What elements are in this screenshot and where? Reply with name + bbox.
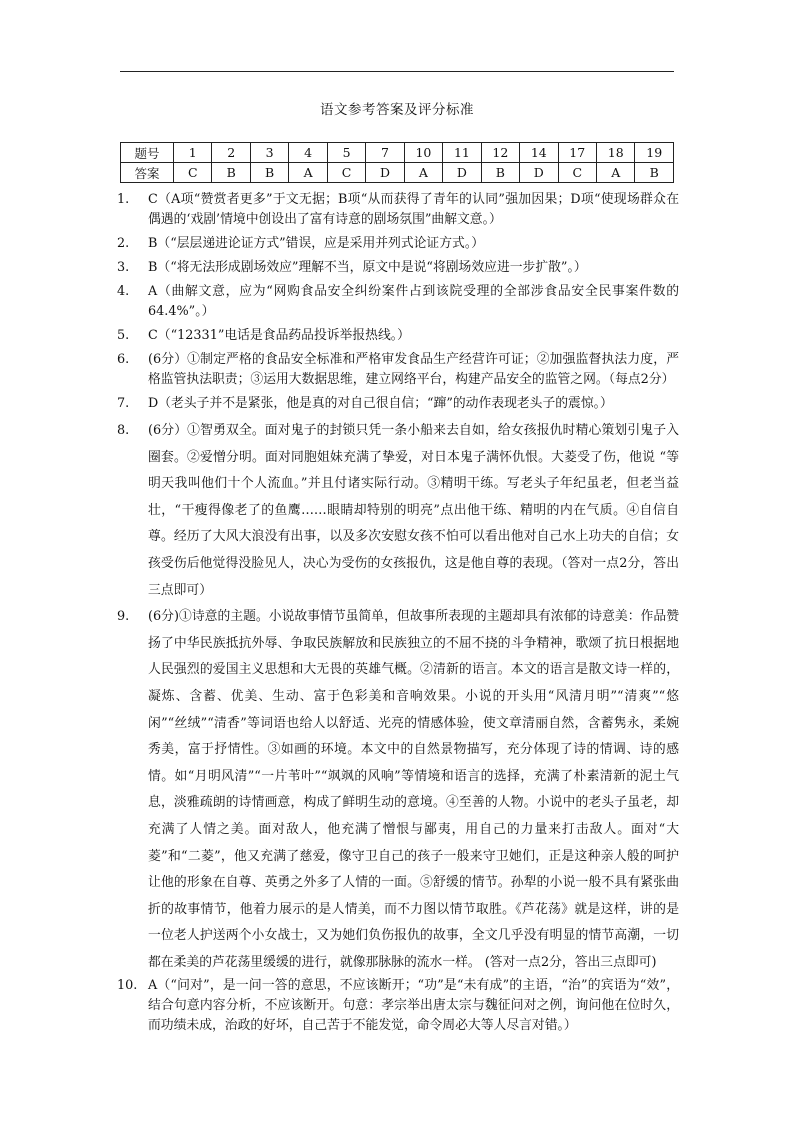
explanation-item: [117, 282, 679, 322]
explanation-item: [117, 976, 679, 1036]
question-number: 11: [443, 143, 481, 163]
header-rule: [120, 71, 674, 72]
answer-cell: C: [174, 163, 212, 183]
item-text: D（老头子并不是紧张，他是真的对自己很自信；“蹿”的动作表现老头子的震惊。）: [148, 396, 613, 411]
explanation-item: [117, 258, 679, 278]
item-text: A（曲解文意，应为“网购食品安全纠纷案件占到该院受理的全部涉食品安全民事案件数的64.4%”。）: [148, 284, 679, 319]
question-number: 3: [250, 143, 288, 163]
question-number: 7: [366, 143, 404, 163]
answer-cell: D: [443, 163, 481, 183]
question-number: 10: [404, 143, 442, 163]
answer-table: [120, 142, 674, 183]
answer-cell: B: [635, 163, 674, 183]
answer-cell: B: [481, 163, 519, 183]
item-number: 4.: [117, 284, 130, 299]
answer-cell: B: [250, 163, 288, 183]
item-number: 5.: [117, 328, 130, 343]
item-text: C（A项“赞赏者更多”于文无据；B项“从而获得了青年的认同”强加因果；D项“使现场群众在偶遇的‘戏剧’情境中创设出了富有诗意的剧场氛围”曲解文意。）: [148, 192, 679, 227]
question-number: 4: [289, 143, 327, 163]
question-number: 1: [174, 143, 212, 163]
answer-explanations: [117, 190, 679, 1036]
question-number: 14: [520, 143, 558, 163]
answer-cell: A: [289, 163, 327, 183]
explanation-item: [117, 394, 679, 414]
row-label-answer: 答案: [121, 163, 174, 183]
question-number-row: [121, 143, 674, 163]
item-text: B（“将无法形成剧场效应”理解不当，原文中是说“将剧场效应进一步扩散”。）: [148, 260, 587, 275]
item-text: (6分)①诗意的主题。小说故事情节虽简单，但故事所表现的主题却具有浓郁的诗意美：作品赞扬了中华民族抵抗外辱、争取民族解放和民族独立的不屈不挠的斗争精神，歌颂了抗日根据地人民强烈的爱国主义思想和大无畏的英雄气概。②清新的语言。本文的语言是散文诗一样的，凝炼、含蓄、优美、生动、富于色彩美和音响效果。小说的开头用“风清月明”“清爽”“悠闲”“丝绒”“清香”等词语也给人以舒适、光亮的情感体验，使文章清丽自然，含蓄隽永，柔婉秀美，富于抒情性。③如画的环境。本文中的自然景物描写，充分体现了诗的情调、诗的感情。如“月明风清”“一片苇叶”“飒飒的风响”等情境和语言的选择，充满了朴素清新的泥土气息，淡雅疏朗的诗情画意，构成了鲜明生动的意境。④至善的人物。小说中的老头子虽老，却充满了人情之美。面对敌人，他充满了憎恨与鄙夷，用自己的力量来打击敌人。面对“大菱”和“二菱”，他又充满了慈爱，像守卫自己的孩子一般来守卫她们，正是这种亲人般的呵护让他的形象在自尊、英勇之外多了人情的一面。⑤舒缓的情节。孙犁的小说一般不具有紧张曲折的故事情节，他着力展示的是人情美，而不力图以情节取胜。《芦花荡》就是这样，讲的是一位老人护送两个小女战士，又为她们负伤报仇的故事，全文几乎没有明显的情节高潮，一切都在柔美的芦花荡里缓缓的进行，就像那脉脉的流水一样。 (答对一点2分，答出三点即可): [148, 609, 679, 970]
item-number: 6.: [117, 352, 130, 367]
explanation-item: [117, 604, 679, 976]
answer-cell: C: [558, 163, 596, 183]
item-number: 10.: [117, 978, 138, 994]
item-number: 2.: [117, 236, 130, 251]
explanation-item: [117, 190, 679, 230]
item-number: 7.: [117, 396, 130, 411]
question-number: 5: [327, 143, 365, 163]
item-text: B（“层层递进论证方式”错误，应是采用并列式论证方式。）: [148, 236, 485, 251]
page-title: 语文参考答案及评分标准: [320, 102, 474, 118]
answer-row: [121, 163, 674, 183]
explanation-item: [117, 234, 679, 254]
explanation-item: [117, 418, 679, 604]
question-number: 18: [596, 143, 634, 163]
row-label-question: 题号: [121, 143, 174, 163]
item-text: C（“12331”电话是食品药品投诉举报热线。）: [148, 328, 410, 343]
question-number: 2: [212, 143, 250, 163]
item-text: (6分）①制定严格的食品安全标准和严格审发食品生产经营许可证；②加强监督执法力度，严格监管执法职责；③运用大数据思维，建立网络平台，构建产品安全的监管之网。（每点2分）: [148, 352, 679, 387]
item-text: A（“问对”，是一问一答的意思，不应该断开；“功”是“未有成”的主语，“治”的宾语为“效”，结合句意内容分析，不应该断开。句意：孝宗举出唐太宗与魏征问对之例，询问他在位时久，而功绩未成，治政的好坏，自己苦于不能发觉，命令周必大等人尽言对错。）: [148, 978, 679, 1034]
question-number: 12: [481, 143, 519, 163]
item-number: 3.: [117, 260, 130, 275]
item-number: 8.: [117, 423, 130, 438]
explanation-item: [117, 350, 679, 390]
answer-cell: B: [212, 163, 250, 183]
answer-cell: C: [327, 163, 365, 183]
answer-cell: D: [520, 163, 558, 183]
answer-cell: A: [596, 163, 634, 183]
item-number: 9.: [117, 609, 130, 625]
question-number: 17: [558, 143, 596, 163]
answer-cell: D: [366, 163, 404, 183]
explanation-item: [117, 326, 679, 346]
question-number: 19: [635, 143, 674, 163]
item-text: (6分）①智勇双全。面对鬼子的封锁只凭一条小船来去自如，给女孩报仇时精心策划引鬼子入圈套。②爱憎分明。面对同胞姐妹充满了挚爱，对日本鬼子满怀仇恨。大菱受了伤，他说 “等明天我叫他们十个人流血。”并且付诸实际行动。③精明干练。写老头子年纪虽老，但老当益壮，“干瘦得像老了的鱼鹰……眼睛却特别的明亮”点出他干练、精明的内在气质。④自信自尊。经历了大风大浪没有出事，以及多次安慰女孩不怕可以看出他对自己水上功夫的自信；女孩受伤后他觉得没脸见人，决心为受伤的女孩报仇，这是他自尊的表现。（答对一点2分，答出三点即可）: [148, 423, 679, 598]
item-number: 1.: [117, 192, 130, 207]
answer-cell: A: [404, 163, 442, 183]
